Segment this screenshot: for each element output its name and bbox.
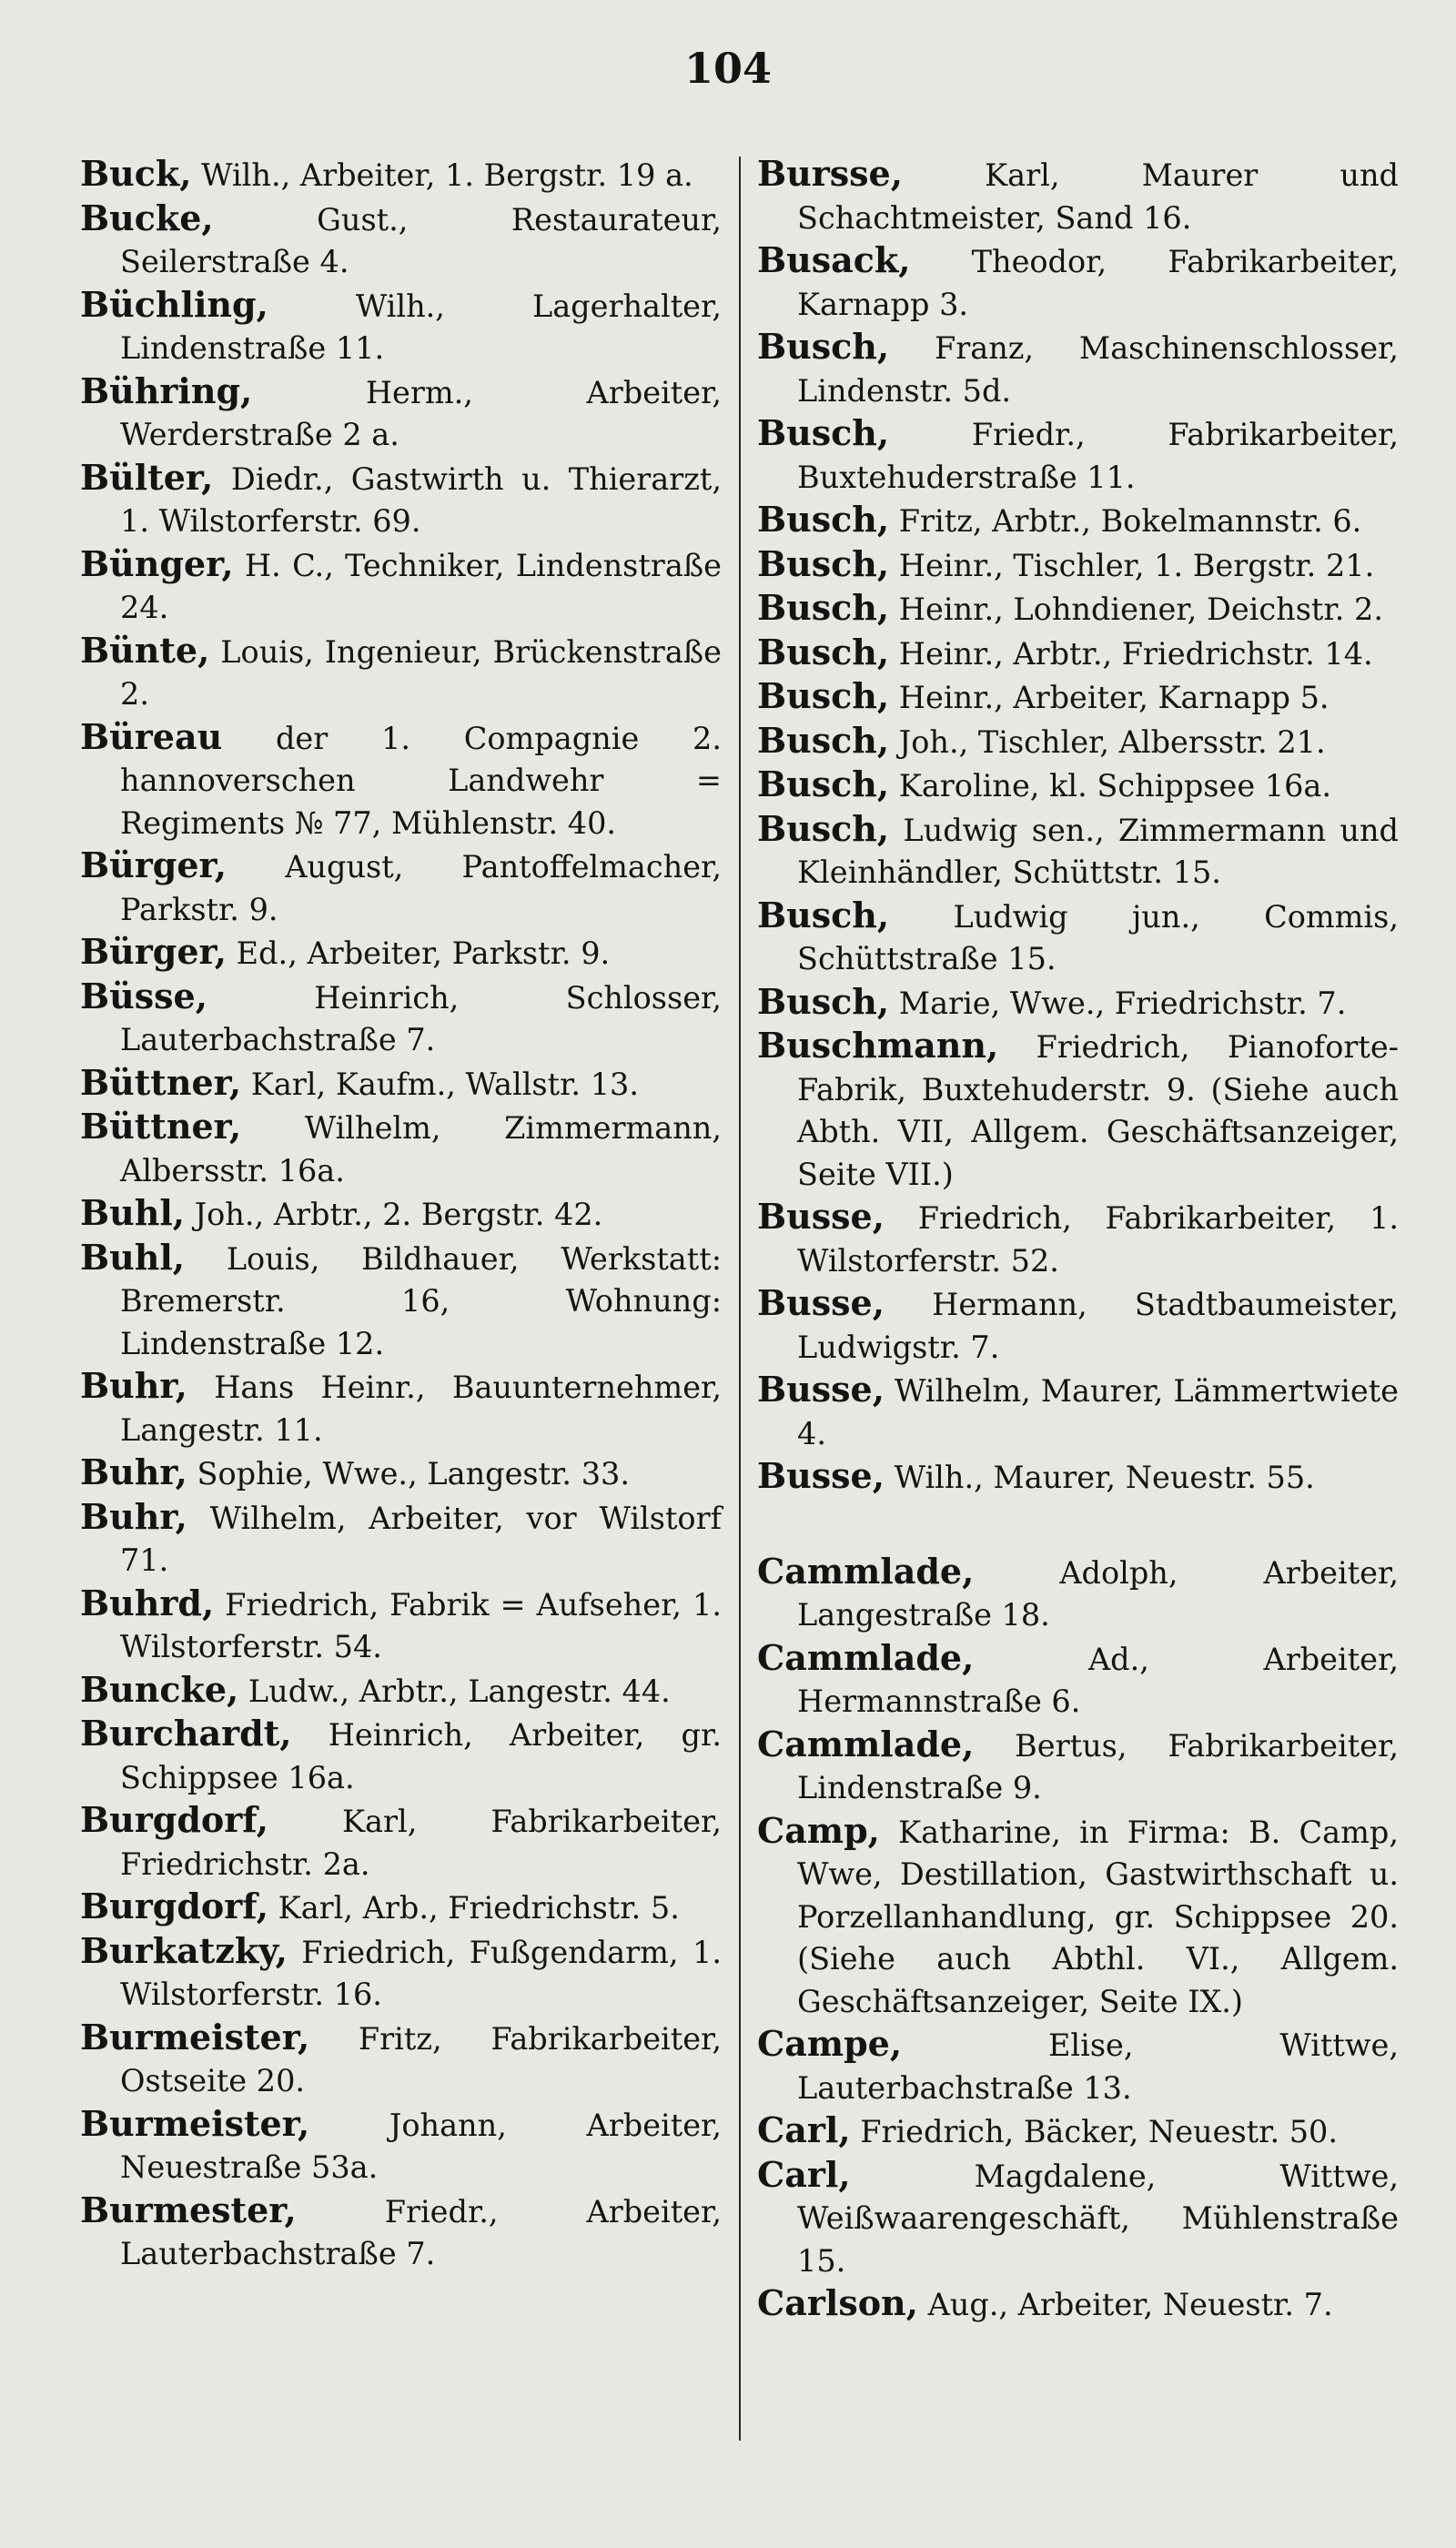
directory-entry bbox=[757, 587, 1399, 632]
entry-details: Friedrich, Fabrik = Aufseher, 1. Wilstorferstr. 54. bbox=[120, 1586, 722, 1664]
entry-details: Heinr., Tischler, 1. Bergstr. 21. bbox=[889, 547, 1375, 583]
directory-entry bbox=[757, 720, 1399, 764]
directory-entry bbox=[80, 457, 722, 543]
entry-details: Fritz, Arbtr., Bokelmannstr. 6. bbox=[889, 503, 1362, 539]
entry-name: Busch, bbox=[757, 542, 890, 584]
entry-details: Wilhelm, Arbeiter, vor Wilstorf 71. bbox=[120, 1500, 722, 1578]
entry-details: Friedr., Fabrikarbeiter, Buxtehuderstraße 11. bbox=[797, 417, 1399, 495]
entry-name: Busack, bbox=[757, 239, 911, 280]
directory-entry bbox=[80, 931, 722, 976]
entry-details: Wilh., Maurer, Neuestr. 55. bbox=[884, 1460, 1315, 1495]
directory-entry bbox=[757, 1810, 1399, 2024]
entry-details: Marie, Wwe., Friedrichstr. 7. bbox=[889, 985, 1347, 1021]
entry-details: Aug., Arbeiter, Neuestr. 7. bbox=[917, 2287, 1333, 2322]
entry-details: Louis, Ingenieur, Brückenstraße 2. bbox=[120, 633, 722, 712]
entry-name: Büttner, bbox=[80, 1061, 242, 1103]
directory-entry bbox=[757, 895, 1399, 981]
entry-details: Friedrich, Pianoforte-Fabrik, Buxtehuderstr. 9. (Siehe auch Abth. VII, Allgem. Geschäftsanzeiger, Seite VII.) bbox=[797, 1029, 1399, 1192]
directory-entry bbox=[757, 2154, 1399, 2283]
directory-entry bbox=[80, 1451, 722, 1496]
entry-details: Hans Heinr., Bauunternehmer, Langestr. 11. bbox=[120, 1370, 722, 1448]
entry-name: Carl, bbox=[757, 2109, 851, 2150]
entry-details: August, Pantoffelmacher, Parkstr. 9. bbox=[120, 849, 722, 927]
directory-entry bbox=[757, 2023, 1399, 2109]
directory-entry bbox=[757, 1025, 1399, 1196]
entry-details: Diedr., Gastwirth u. Thierarzt, 1. Wilstorferstr. 69. bbox=[120, 460, 722, 539]
entry-name: Cammlade, bbox=[757, 1550, 975, 1592]
entry-name: Busch, bbox=[757, 980, 890, 1022]
entry-name: Bünger, bbox=[80, 542, 234, 584]
entry-details: Hermann, Stadtbaumeister, Ludwigstr. 7. bbox=[797, 1287, 1399, 1365]
directory-entry bbox=[80, 716, 722, 845]
entry-name: Buhl, bbox=[80, 1236, 186, 1278]
entry-name: Busch, bbox=[757, 675, 890, 716]
directory-entry bbox=[757, 153, 1399, 239]
entry-details: Karoline, kl. Schippsee 16a. bbox=[889, 768, 1332, 804]
directory-entry bbox=[80, 1799, 722, 1886]
directory-entry bbox=[757, 1369, 1399, 1455]
directory-entry bbox=[757, 981, 1399, 1026]
entry-details: Heinrich, Arbeiter, gr. Schippsee 16a. bbox=[120, 1717, 722, 1795]
entry-name: Bühring, bbox=[80, 369, 253, 411]
entry-name: Burgdorf, bbox=[80, 1799, 269, 1840]
entry-name: Büreau bbox=[80, 715, 223, 757]
directory-entry bbox=[80, 844, 722, 931]
entry-name: Buhl, bbox=[80, 1192, 186, 1233]
directory-entry bbox=[757, 326, 1399, 412]
entry-details: Ludwig sen., Zimmermann und Kleinhändler, Schüttstr. 15. bbox=[797, 812, 1399, 890]
directory-entry bbox=[80, 2103, 722, 2189]
entry-name: Büsse, bbox=[80, 975, 207, 1016]
entry-name: Busse, bbox=[757, 1196, 885, 1237]
directory-entry bbox=[757, 1196, 1399, 1282]
entry-name: Bürger, bbox=[80, 931, 227, 972]
entry-details: Wilhelm, Zimmermann, Albersstr. 16a. bbox=[120, 1110, 722, 1188]
directory-entry bbox=[80, 1886, 722, 1930]
entry-details: Sophie, Wwe., Langestr. 33. bbox=[187, 1456, 630, 1491]
directory-entry bbox=[757, 675, 1399, 720]
entry-name: Campe, bbox=[757, 2023, 903, 2064]
entry-name: Busch, bbox=[757, 763, 890, 804]
directory-entry bbox=[80, 543, 722, 630]
entry-details: Bertus, Fabrikarbeiter, Lindenstraße 9. bbox=[797, 1727, 1399, 1805]
entry-details: Franz, Maschinenschlosser, Lindenstr. 5d. bbox=[797, 330, 1399, 409]
entry-name: Carlson, bbox=[757, 2282, 918, 2323]
entry-name: Buhr, bbox=[80, 1495, 187, 1537]
page-number: 104 bbox=[683, 44, 773, 93]
left-column bbox=[80, 153, 722, 2276]
entry-name: Burkatzky, bbox=[80, 1929, 288, 1971]
directory-entry bbox=[80, 284, 722, 370]
entry-details: Joh., Arbtr., 2. Bergstr. 42. bbox=[185, 1197, 603, 1232]
entry-details: Ludwig jun., Commis, Schüttstraße 15. bbox=[797, 898, 1399, 976]
directory-entry bbox=[80, 1582, 722, 1669]
directory-entry bbox=[80, 1106, 722, 1192]
entry-details: Heinr., Lohndiener, Deichstr. 2. bbox=[889, 592, 1383, 627]
entry-details: Ad., Arbeiter, Hermannstraße 6. bbox=[797, 1641, 1399, 1719]
directory-entry bbox=[80, 1713, 722, 1799]
directory-entry bbox=[757, 412, 1399, 499]
entry-name: Burmester, bbox=[80, 2189, 297, 2230]
entry-name: Buhr, bbox=[80, 1365, 187, 1406]
entry-details: Adolph, Arbeiter, Langestraße 18. bbox=[797, 1554, 1399, 1633]
entry-details: Gust., Restaurateur, Seilerstraße 4. bbox=[120, 201, 722, 279]
entry-details: Friedrich, Fußgendarm, 1. Wilstorferstr. 16. bbox=[120, 1934, 722, 2012]
entry-details: Ed., Arbeiter, Parkstr. 9. bbox=[227, 935, 611, 971]
directory-entry bbox=[757, 499, 1399, 543]
directory-entry bbox=[80, 1192, 722, 1237]
entry-details: Wilh., Lagerhalter, Lindenstraße 11. bbox=[120, 288, 722, 366]
entry-name: Busch, bbox=[757, 412, 890, 453]
entry-name: Busch, bbox=[757, 499, 890, 540]
entry-details: Johann, Arbeiter, Neuestraße 53a. bbox=[120, 2107, 722, 2185]
entry-details: Joh., Tischler, Albersstr. 21. bbox=[889, 723, 1326, 760]
entry-name: Busch, bbox=[757, 326, 890, 367]
directory-entry bbox=[80, 153, 722, 197]
entry-name: Bucke, bbox=[80, 197, 214, 238]
directory-entry bbox=[80, 370, 722, 457]
directory-entry bbox=[757, 763, 1399, 808]
entry-name: Cammlade, bbox=[757, 1723, 975, 1764]
directory-entry bbox=[80, 1496, 722, 1582]
directory-entry bbox=[757, 1282, 1399, 1369]
entry-name: Camp, bbox=[757, 1809, 880, 1851]
entry-name: Burmeister, bbox=[80, 2016, 310, 2058]
directory-entry bbox=[80, 197, 722, 284]
directory-entry bbox=[80, 1062, 722, 1107]
entry-details: Karl, Kaufm., Wallstr. 13. bbox=[241, 1066, 639, 1102]
directory-entry bbox=[757, 1551, 1399, 1637]
directory-entry bbox=[80, 976, 722, 1062]
entry-name: Bürger, bbox=[80, 844, 227, 885]
entry-details: Karl, Arb., Friedrichstr. 5. bbox=[268, 1890, 680, 1926]
entry-name: Büttner, bbox=[80, 1106, 242, 1147]
entry-name: Bursse, bbox=[757, 153, 903, 194]
entry-details: Ludw., Arbtr., Langestr. 44. bbox=[238, 1673, 671, 1709]
entry-details: Katharine, in Firma: B. Camp, Wwe, Destillation, Gastwirthschaft u. Porzellanhandlung, gr. Schippsee 20. (Siehe auch Abthl. VI., Allgem. Geschäftsanzeiger, Seite IX.) bbox=[797, 1814, 1399, 2019]
directory-entry bbox=[80, 1365, 722, 1451]
directory-entry bbox=[757, 2282, 1399, 2327]
directory-entry bbox=[757, 543, 1399, 588]
directory-entry bbox=[757, 1724, 1399, 1810]
entry-details: Theodor, Fabrikarbeiter, Karnapp 3. bbox=[797, 244, 1399, 322]
directory-entry bbox=[80, 1669, 722, 1714]
entry-name: Busse, bbox=[757, 1282, 885, 1323]
entry-name: Buck, bbox=[80, 153, 192, 194]
entry-name: Burmeister, bbox=[80, 2102, 310, 2144]
entry-name: Busch, bbox=[757, 587, 890, 628]
column-divider bbox=[739, 157, 741, 2441]
entry-details: Friedrich, Fabrikarbeiter, 1. Wilstorferstr. 52. bbox=[797, 1200, 1399, 1279]
directory-entry bbox=[757, 808, 1399, 895]
directory-entry bbox=[80, 630, 722, 716]
right-column bbox=[757, 153, 1399, 2327]
entry-name: Buschmann, bbox=[757, 1025, 999, 1066]
directory-entry bbox=[80, 2017, 722, 2103]
directory-entry bbox=[757, 2109, 1399, 2154]
entry-name: Busch, bbox=[757, 807, 890, 849]
entry-details: Heinr., Arbtr., Friedrichstr. 14. bbox=[889, 635, 1373, 672]
entry-details: Friedrich, Bäcker, Neuestr. 50. bbox=[850, 2114, 1339, 2149]
entry-details: Herm., Arbeiter, Werderstraße 2 a. bbox=[120, 374, 722, 452]
entry-details: H. C., Techniker, Lindenstraße 24. bbox=[120, 547, 722, 625]
entry-name: Busse, bbox=[757, 1369, 885, 1410]
entry-name: Buhrd, bbox=[80, 1582, 215, 1623]
directory-entry bbox=[757, 1455, 1399, 1500]
entry-name: Burchardt, bbox=[80, 1713, 292, 1754]
entry-details: Wilhelm, Maurer, Lämmertwiete 4. bbox=[797, 1373, 1399, 1451]
entry-details: Louis, Bildhauer, Werkstatt: Bremerstr. 16, Wohnung: Lindenstraße 12. bbox=[120, 1240, 722, 1361]
directory-entry bbox=[757, 1637, 1399, 1724]
entry-details: Fritz, Fabrikarbeiter, Ostseite 20. bbox=[120, 2020, 722, 2098]
entry-details: Elise, Wittwe, Lauterbachstraße 13. bbox=[797, 2027, 1399, 2106]
directory-entry bbox=[757, 239, 1399, 326]
entry-name: Busch, bbox=[757, 631, 890, 672]
entry-name: Buncke, bbox=[80, 1668, 239, 1710]
entry-name: Bünte, bbox=[80, 629, 210, 671]
directory-entry bbox=[80, 1237, 722, 1366]
entry-name: Cammlade, bbox=[757, 1636, 975, 1678]
entry-name: Burgdorf, bbox=[80, 1886, 269, 1926]
entry-name: Busch, bbox=[757, 719, 890, 761]
entry-name: Busse, bbox=[757, 1455, 885, 1496]
entry-details: Karl, Maurer und Schachtmeister, Sand 16. bbox=[797, 157, 1399, 236]
directory-entry bbox=[80, 2189, 722, 2276]
entry-details: Heinrich, Schlosser, Lauterbachstraße 7. bbox=[120, 979, 722, 1057]
entry-name: Bülter, bbox=[80, 456, 214, 498]
entry-details: Wilh., Arbeiter, 1. Bergstr. 19 a. bbox=[191, 157, 693, 193]
directory-entry bbox=[80, 1930, 722, 2017]
entry-name: Carl, bbox=[757, 2153, 851, 2195]
entry-details: Karl, Fabrikarbeiter, Friedrichstr. 2a. bbox=[120, 1804, 722, 1882]
entry-name: Busch, bbox=[757, 894, 890, 935]
directory-entry bbox=[757, 632, 1399, 676]
entry-details: Magdalene, Wittwe, Weißwaarengeschäft, Mühlenstraße 15. bbox=[797, 2158, 1399, 2279]
entry-name: Büchling, bbox=[80, 283, 268, 325]
entry-details: der 1. Compagnie 2. hannoverschen Landwehr = Regiments № 77, Mühlenstr. 40. bbox=[120, 720, 722, 841]
entry-details: Friedr., Arbeiter, Lauterbachstraße 7. bbox=[120, 2193, 722, 2271]
entry-details: Heinr., Arbeiter, Karnapp 5. bbox=[889, 680, 1330, 715]
entry-name: Buhr, bbox=[80, 1451, 187, 1492]
